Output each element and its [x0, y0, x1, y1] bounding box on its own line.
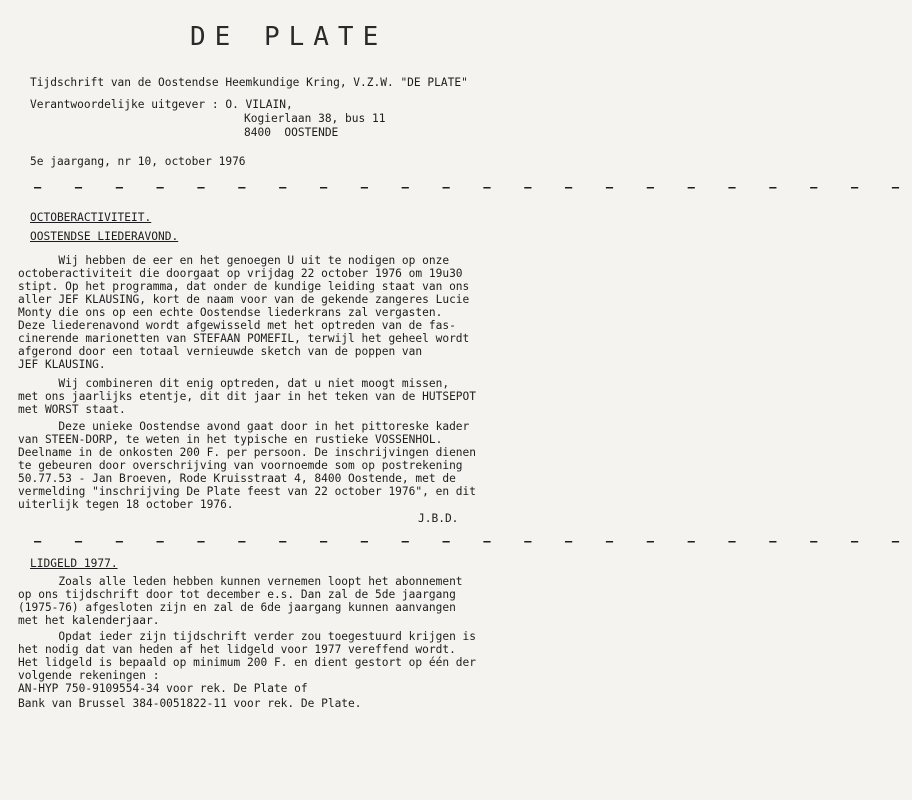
- section1-line: cinerende marionetten van STEFAAN POMEFIL, terwijl het geheel wordt: [18, 332, 470, 345]
- section1-line: JEF KLAUSING.: [18, 358, 106, 371]
- section1-line: uiterlijk tegen 18 october 1976.: [18, 498, 234, 511]
- separator-1: — — — — — — — — — — — — — — — — — — — — — —: [34, 180, 912, 194]
- separator-2: — — — — — — — — — — — — — — — — — — — — — —: [34, 534, 912, 548]
- section1-line: Wij combineren dit enig optreden, dat u niet moogt missen,: [18, 377, 450, 390]
- section1-line: van STEEN-DORP, te weten in het typische en rustieke VOSSENHOL.: [18, 433, 443, 446]
- section2-line: Het lidgeld is bepaald op minimum 200 F. en dient gestort op één der: [18, 656, 477, 669]
- issue-line: 5e jaargang, nr 10, october 1976: [30, 155, 246, 168]
- section2-line: met het kalenderjaar.: [18, 614, 160, 627]
- masthead-title: DE PLATE: [190, 22, 388, 52]
- section1-line: afgerond door een totaal vernieuwde sketch van de poppen van: [18, 345, 423, 358]
- section1-line: te gebeuren door overschrijving van voornoemde som op postrekening: [18, 459, 463, 472]
- section1-line: Deze liederenavond wordt afgewisseld met het optreden van de fas-: [18, 319, 456, 332]
- section1-line: met WORST staat.: [18, 403, 126, 416]
- section1-subheading: OOSTENDSE LIEDERAVOND.: [30, 230, 179, 243]
- header-line-2: Verantwoordelijke uitgever : O. VILAIN,: [30, 98, 293, 111]
- section1-line: octoberactiviteit die doorgaat op vrijdag 22 october 1976 om 19u30: [18, 267, 463, 280]
- section2-line: op ons tijdschrift door tot december e.s. Dan zal de 5de jaargang: [18, 588, 456, 601]
- section1-line: Deelname in de onkosten 200 F. per persoon. De inschrijvingen dienen: [18, 446, 477, 459]
- section2-line: het nodig dat van heden af het lidgeld voor 1977 vereffend wordt.: [18, 643, 456, 656]
- section1-line: vermelding "inschrijving De Plate feest van 22 october 1976", en dit: [18, 485, 477, 498]
- section2-line: Opdat ieder zijn tijdschrift verder zou toegestuurd krijgen is: [18, 630, 477, 643]
- section2-line: volgende rekeningen :: [18, 669, 160, 682]
- section1-line: aller JEF KLAUSING, kort de naam voor van de gekende zangeres Lucie: [18, 293, 470, 306]
- section1-line: met ons jaarlijks etentje, dit dit jaar in het teken van de HUTSEPOT: [18, 390, 477, 403]
- section2-line: Zoals alle leden hebben kunnen vernemen loopt het abonnement: [18, 575, 463, 588]
- header-line-3: Kogierlaan 38, bus 11: [244, 112, 386, 125]
- section2-line: AN-HYP 750-9109554-34 voor rek. De Plate of: [18, 682, 308, 695]
- section2-line: (1975-76) afgesloten zijn en zal de 6de jaargang kunnen aanvangen: [18, 601, 456, 614]
- header-line-4: 8400 OOSTENDE: [244, 126, 339, 139]
- section2-line: Bank van Brussel 384-0051822-11 voor rek. De Plate.: [18, 697, 362, 710]
- section1-heading: OCTOBERACTIVITEIT.: [30, 211, 152, 224]
- section1-line: Monty die ons op een echte Oostendse liederkrans zal vergasten.: [18, 306, 443, 319]
- section2-heading: LIDGELD 1977.: [30, 557, 118, 570]
- section1-line: 50.77.53 - Jan Broeven, Rode Kruisstraat 4, 8400 Oostende, met de: [18, 472, 456, 485]
- header-line-1: Tijdschrift van de Oostendse Heemkundige Kring, V.Z.W. "DE PLATE": [30, 76, 468, 89]
- section1-line: stipt. Op het programma, dat onder de kundige leiding staat van ons: [18, 280, 470, 293]
- section1-line: Deze unieke Oostendse avond gaat door in het pittoreske kader: [18, 420, 470, 433]
- section1-line: Wij hebben de eer en het genoegen U uit te nodigen op onze: [18, 254, 450, 267]
- section1-signature: J.B.D.: [418, 512, 459, 525]
